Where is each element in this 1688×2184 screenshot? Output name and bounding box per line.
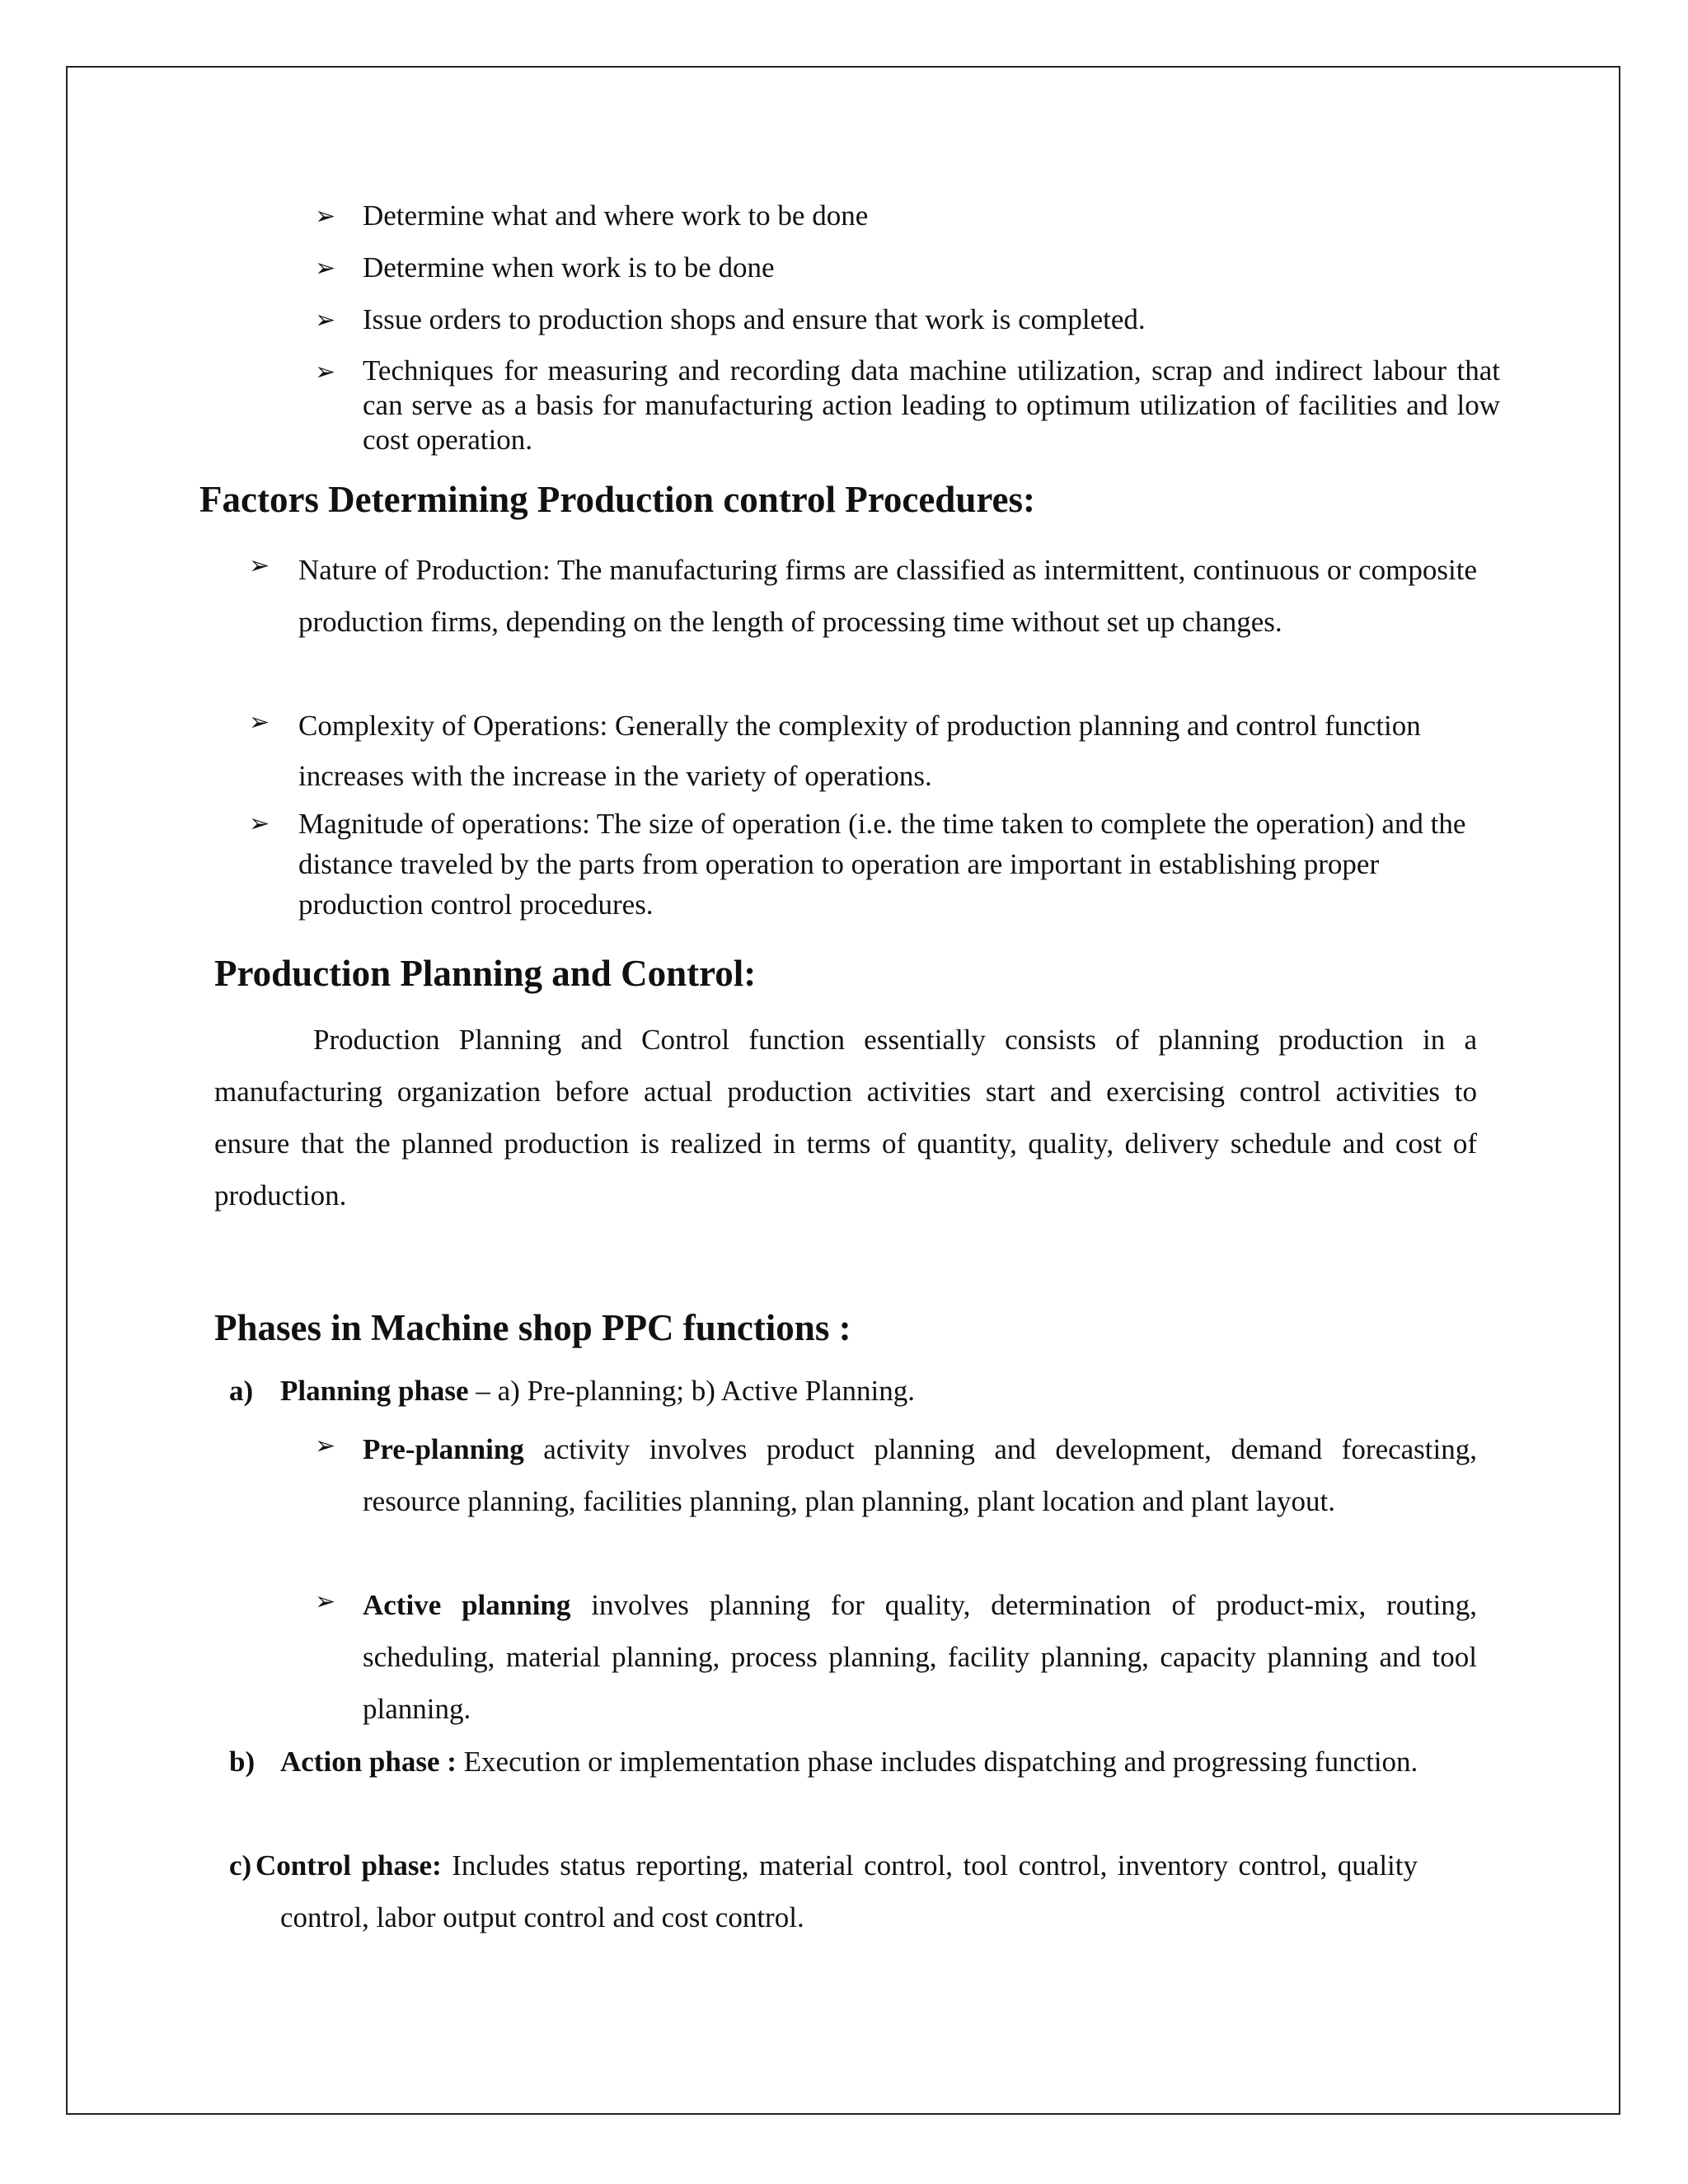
phase-title: Action phase : [280,1746,457,1778]
arrowhead-bullet-icon: ➢ [315,1432,336,1460]
arrowhead-bullet-icon: ➢ [249,708,270,737]
phase-text: – a) Pre-planning; b) Active Planning. [468,1375,915,1407]
phase-title: Control phase: [256,1849,442,1882]
section-heading-factors: Factors Determining Production control Procedures: [199,479,1035,520]
list-item [363,1423,1477,1527]
arrowhead-bullet-icon: ➢ [315,358,336,387]
list-item: Techniques for measuring and recording data machine utilization, scrap and indirect labour that can serve as a basis for manufacturing action leading to optimum utilization of facilities and low cost operation. [363,354,1500,456]
arrowhead-bullet-icon: ➢ [315,254,336,283]
arrowhead-bullet-icon: ➢ [249,809,270,838]
list-item: Complexity of Operations: Generally the complexity of production planning and control function increases with the increase in the variety of operations. [298,710,1421,792]
list-item: Determine what and where work to be done [363,199,869,232]
phase-marker: c) [229,1849,252,1882]
arrowhead-bullet-icon: ➢ [315,306,336,335]
sub-text: involves planning for quality, determination of product-mix, routing, scheduling, material planning, process planning, facility planning, capacity planning and tool planning. [363,1589,1477,1725]
arrowhead-bullet-icon: ➢ [315,1587,336,1616]
list-item: Magnitude of operations: The size of operation (i.e. the time taken to complete the operation) and the distance traveled by the parts from operation to operation are important in establishing proper production control procedures. [298,808,1466,921]
ppc-paragraph: Production Planning and Control function essentially consists of planning production in a manufacturing organization before actual production activities start and exercising control activities to ensure that the planned production is realized in terms of quantity, quality, delivery schedule and cost of production. [214,1024,1477,1212]
arrowhead-bullet-icon: ➢ [315,202,336,231]
sub-title: Active planning [363,1589,571,1621]
phase-title: Planning phase [280,1375,469,1407]
sub-title: Pre-planning [363,1433,524,1465]
arrowhead-bullet-icon: ➢ [249,551,270,580]
phase-line [280,1371,1484,1411]
section-heading-ppc: Production Planning and Control: [214,953,757,994]
phase-marker: a) [229,1375,254,1407]
phase-text: Execution or implementation phase includes dispatching and progressing function. [456,1746,1418,1778]
sub-text: activity involves product planning and development, demand forecasting, resource planning, facilities planning, plan planning, plant location and plant layout. [363,1433,1477,1517]
phase-text: Includes status reporting, material control, tool control, inventory control, quality control, labor output control and cost control. [280,1849,1418,1933]
list-item: Issue orders to production shops and ensure that work is completed. [363,303,1146,335]
section-heading-phases: Phases in Machine shop PPC functions : [214,1307,851,1348]
list-item: Determine when work is to be done [363,251,775,284]
list-item [363,1579,1477,1735]
phase-line [256,1840,1418,1943]
list-item: Nature of Production: The manufacturing firms are classified as intermittent, continuous or composite production firms, depending on the length of processing time without set up changes. [298,554,1477,638]
phase-line [280,1736,1447,1788]
phase-marker: b) [229,1746,256,1778]
